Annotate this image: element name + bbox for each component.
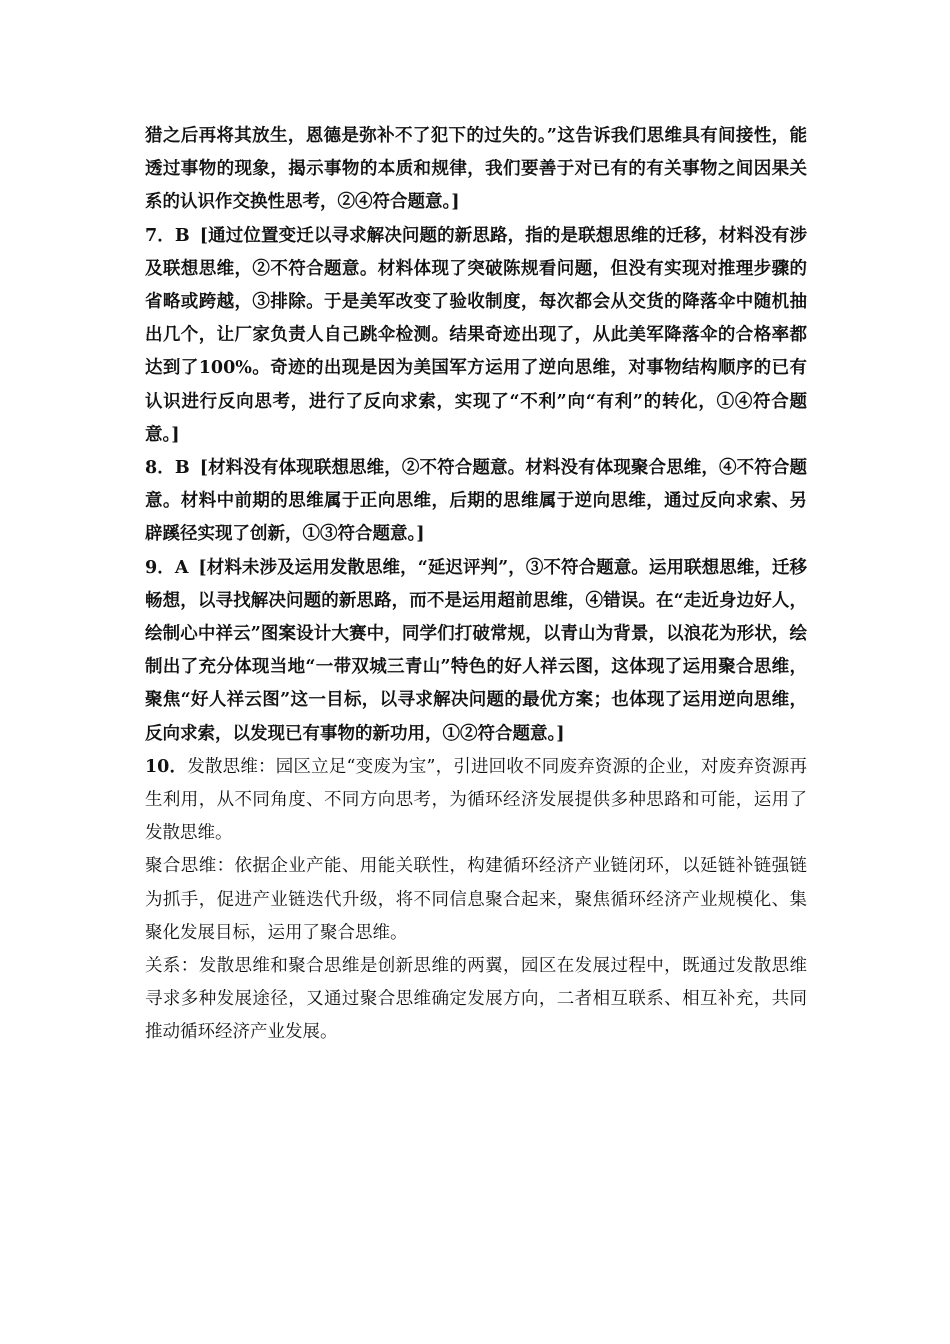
answer-9-letter: A bbox=[174, 557, 189, 578]
answer-10-divergent-text: 发散思维：园区立足“变废为宝”，引进回收不同废弃资源的企业，对废弃资源再生利用，从不同角度、不同方向思考，为循环经济发展提供多种思路和可能，运用了发散思维。 bbox=[145, 756, 807, 844]
answer-7-text: [通过位置变迁以寻求解决问题的新思路，指的是联想思维的迁移，材料没有涉及联想思维，②不符合题意。材料体现了突破陈规看问题，但没有实现对推理步骤的省略或跨越，③排除。于是美军改变了验收制度，每次都会从交货的降落伞中随机抽出几个，让厂家负责人自己跳伞检测。结果奇迹出现了，从此美军降落伞的合格率都达到了100%。奇迹的出现是因为美国军方运用了逆向思维，对事物结构顺序的已有认识进行反向思考，进行了反向求索，实现了“不利”向“有利”的转化，①④符合题意。] bbox=[145, 225, 807, 445]
answer-7-number: 7． bbox=[145, 225, 175, 246]
answer-6-continuation bbox=[145, 120, 807, 220]
answer-6-text: 猎之后再将其放生，恩德是弥补不了犯下的过失的。”这告诉我们思维具有间接性，能透过事物的现象，揭示事物的本质和规律，我们要善于对已有的有关事物之间因果关系的认识作交换性思考，②④符合题意。] bbox=[145, 126, 807, 213]
answer-10-divergent bbox=[145, 751, 807, 851]
answer-9-number: 9． bbox=[145, 557, 175, 578]
document-page bbox=[145, 120, 807, 1050]
answer-8 bbox=[145, 452, 807, 552]
answer-10-convergent bbox=[145, 850, 807, 950]
answer-9 bbox=[145, 552, 807, 751]
answer-8-number: 8． bbox=[145, 458, 175, 479]
answer-10-number: 10． bbox=[145, 756, 188, 777]
answer-7 bbox=[145, 220, 807, 452]
answer-9-text: [材料未涉及运用发散思维，“延迟评判”，③不符合题意。运用联想思维，迁移畅想，以寻找解决问题的新思路，而不是运用超前思维，④错误。在“走近身边好人，绘制心中祥云”图案设计大赛中，同学们打破常规，以青山为背景，以浪花为形状，绘制出了充分体现当地“一带双城三青山”特色的好人祥云图，这体现了运用聚合思维，聚焦“好人祥云图”这一目标，以寻求解决问题的最优方案；也体现了运用逆向思维，反向求索，以发现已有事物的新功用，①②符合题意。] bbox=[145, 557, 807, 744]
answer-7-letter: B bbox=[174, 225, 190, 246]
answer-10-relation bbox=[145, 950, 807, 1050]
answer-10-relation-text: 关系：发散思维和聚合思维是创新思维的两翼，园区在发展过程中，既通过发散思维寻求多种发展途径，又通过聚合思维确定发展方向，二者相互联系、相互补充，共同推动循环经济产业发展。 bbox=[145, 956, 807, 1043]
answer-8-text: [材料没有体现联想思维，②不符合题意。材料没有体现聚合思维，④不符合题意。材料中前期的思维属于正向思维，后期的思维属于逆向思维，通过反向求索、另辟蹊径实现了创新，①③符合题意。] bbox=[145, 458, 807, 545]
answer-10-convergent-text: 聚合思维：依据企业产能、用能关联性，构建循环经济产业链闭环，以延链补链强链为抓手，促进产业链迭代升级，将不同信息聚合起来，聚焦循环经济产业规模化、集聚化发展目标，运用了聚合思维。 bbox=[145, 856, 807, 943]
answer-8-letter: B bbox=[174, 458, 190, 479]
